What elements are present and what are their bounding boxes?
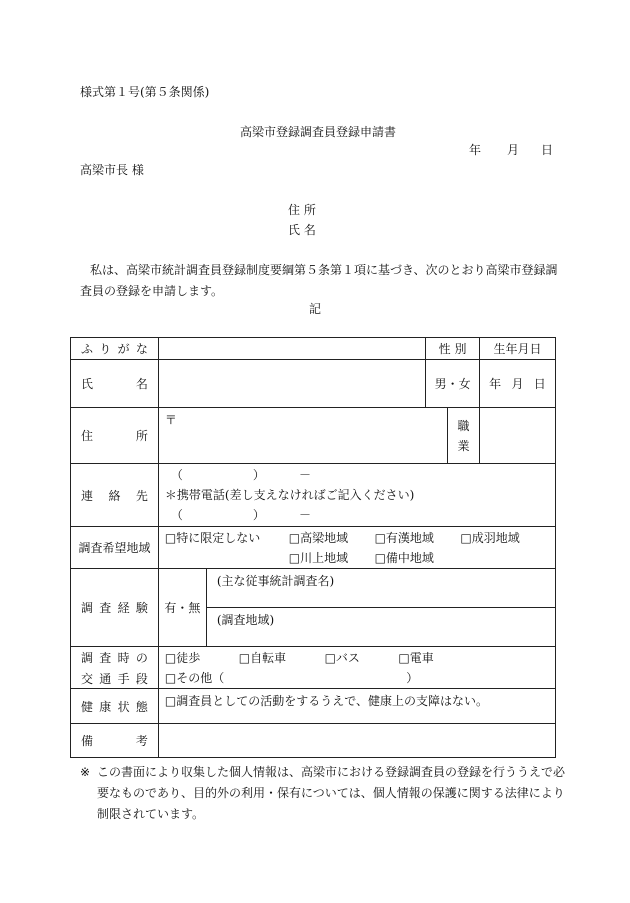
furigana-field[interactable] bbox=[158, 338, 425, 360]
address-label-cell bbox=[71, 408, 159, 464]
birth-date-field[interactable] bbox=[480, 360, 556, 408]
date-day: 日 bbox=[541, 143, 554, 157]
main-survey-field[interactable] bbox=[206, 569, 555, 608]
furigana-label-cell bbox=[71, 338, 159, 360]
form-number: 様式第１号(第５条関係) bbox=[80, 85, 210, 99]
occupation-label: 職 業 bbox=[448, 408, 480, 464]
body-text-line-1: 私は、高梁市統計調査員登録制度要綱第５条第１項に基づき、次のとおり高梁市登録調 bbox=[90, 263, 558, 277]
contact-label: 連 絡 先 bbox=[81, 488, 148, 503]
furigana-label: ふ り が な bbox=[81, 342, 148, 356]
survey-area-field[interactable] bbox=[206, 608, 555, 647]
note-mark: ※ bbox=[80, 765, 91, 779]
address-field[interactable] bbox=[158, 408, 447, 464]
applicant-address-label: 住 所 bbox=[288, 203, 316, 217]
transport-other-close: ） bbox=[406, 670, 419, 685]
area-option-bitchu[interactable]: □備中地域 bbox=[374, 550, 434, 565]
gender-label: 性 別 bbox=[426, 338, 480, 360]
name-field[interactable] bbox=[158, 360, 425, 408]
remarks-label: 備 考 bbox=[81, 734, 148, 748]
transport-options-row-1 bbox=[165, 648, 555, 668]
health-label-cell bbox=[71, 689, 159, 724]
transport-label-2: 交 通 手 段 bbox=[81, 671, 148, 686]
phone-line-1: （ ） － bbox=[170, 468, 311, 482]
transport-option-other[interactable]: □その他（ bbox=[164, 670, 225, 685]
date-month: 月 bbox=[507, 143, 520, 157]
health-label: 健 康 状 態 bbox=[81, 699, 148, 714]
main-survey-label: (主な従事統計調査名) bbox=[216, 574, 335, 588]
area-option-unlimited[interactable]: □特に限定しない bbox=[164, 530, 261, 545]
mobile-note: ＊携帯電話(差し支えなければご記入ください) bbox=[164, 488, 415, 502]
area-label: 調査希望地域 bbox=[71, 527, 159, 569]
birth-month: 月 bbox=[511, 377, 524, 391]
postal-mark: 〒 bbox=[164, 413, 177, 427]
area-option-ukan[interactable]: □有漢地域 bbox=[374, 530, 434, 545]
contact-field[interactable] bbox=[158, 464, 555, 527]
applicant-name-label: 氏 名 bbox=[288, 223, 316, 237]
area-options-row-2 bbox=[165, 548, 555, 568]
contact-label-cell bbox=[71, 464, 159, 527]
experience-value[interactable]: 有・無 bbox=[158, 569, 206, 647]
area-option-kawakami[interactable]: □川上地域 bbox=[288, 550, 349, 565]
occupation-field[interactable] bbox=[480, 408, 556, 464]
note-line-2: 要なものであり、目的外の利用・保有については、個人情報の保護に関する法律により bbox=[97, 786, 565, 800]
addressee: 高梁市長 様 bbox=[80, 163, 144, 177]
document-title: 高梁市登録調査員登録申請書 bbox=[240, 125, 397, 139]
name-label-cell bbox=[71, 360, 159, 408]
health-option[interactable]: □調査員としての活動をするうえで、健康上の支障はない。 bbox=[158, 689, 555, 724]
experience-label: 調 査 経 験 bbox=[81, 601, 148, 615]
date-year: 年 bbox=[469, 143, 482, 157]
transport-option-walk[interactable]: □徒歩 bbox=[164, 650, 201, 665]
transport-label-1: 調 査 時 の bbox=[81, 650, 148, 665]
remarks-label-cell bbox=[71, 724, 159, 758]
transport-options bbox=[158, 647, 555, 689]
transport-options-row-2 bbox=[165, 668, 555, 688]
note-line-1: この書面により収集した個人情報は、高梁市における登録調査員の登録を行ううえで必 bbox=[97, 765, 566, 779]
address-label: 住 所 bbox=[81, 429, 148, 443]
registration-form-table bbox=[70, 337, 556, 758]
area-options bbox=[158, 527, 555, 569]
body-text-line-2: 査員の登録を申請します。 bbox=[80, 284, 224, 298]
transport-option-train[interactable]: □電車 bbox=[398, 650, 434, 665]
phone-line-2: （ ） － bbox=[170, 508, 311, 522]
transport-label-cell bbox=[71, 647, 159, 689]
area-option-nariwa[interactable]: □成羽地域 bbox=[460, 530, 520, 545]
birth-day: 日 bbox=[533, 377, 546, 391]
survey-area-label: (調査地域) bbox=[216, 613, 275, 627]
remarks-field[interactable] bbox=[158, 724, 555, 758]
name-label: 氏 名 bbox=[81, 377, 148, 391]
birth-label: 生年月日 bbox=[480, 338, 556, 360]
gender-value[interactable]: 男・女 bbox=[426, 360, 480, 408]
transport-option-bus[interactable]: □バス bbox=[324, 650, 360, 665]
note-line-3: 制限されています。 bbox=[97, 807, 205, 821]
transport-option-bicycle[interactable]: □自転車 bbox=[238, 650, 287, 665]
experience-label-cell bbox=[71, 569, 159, 647]
birth-year: 年 bbox=[489, 377, 502, 391]
ki-heading: 記 bbox=[309, 302, 322, 316]
area-options-row-1 bbox=[165, 528, 555, 548]
area-option-takahashi[interactable]: □高梁地域 bbox=[288, 530, 349, 545]
